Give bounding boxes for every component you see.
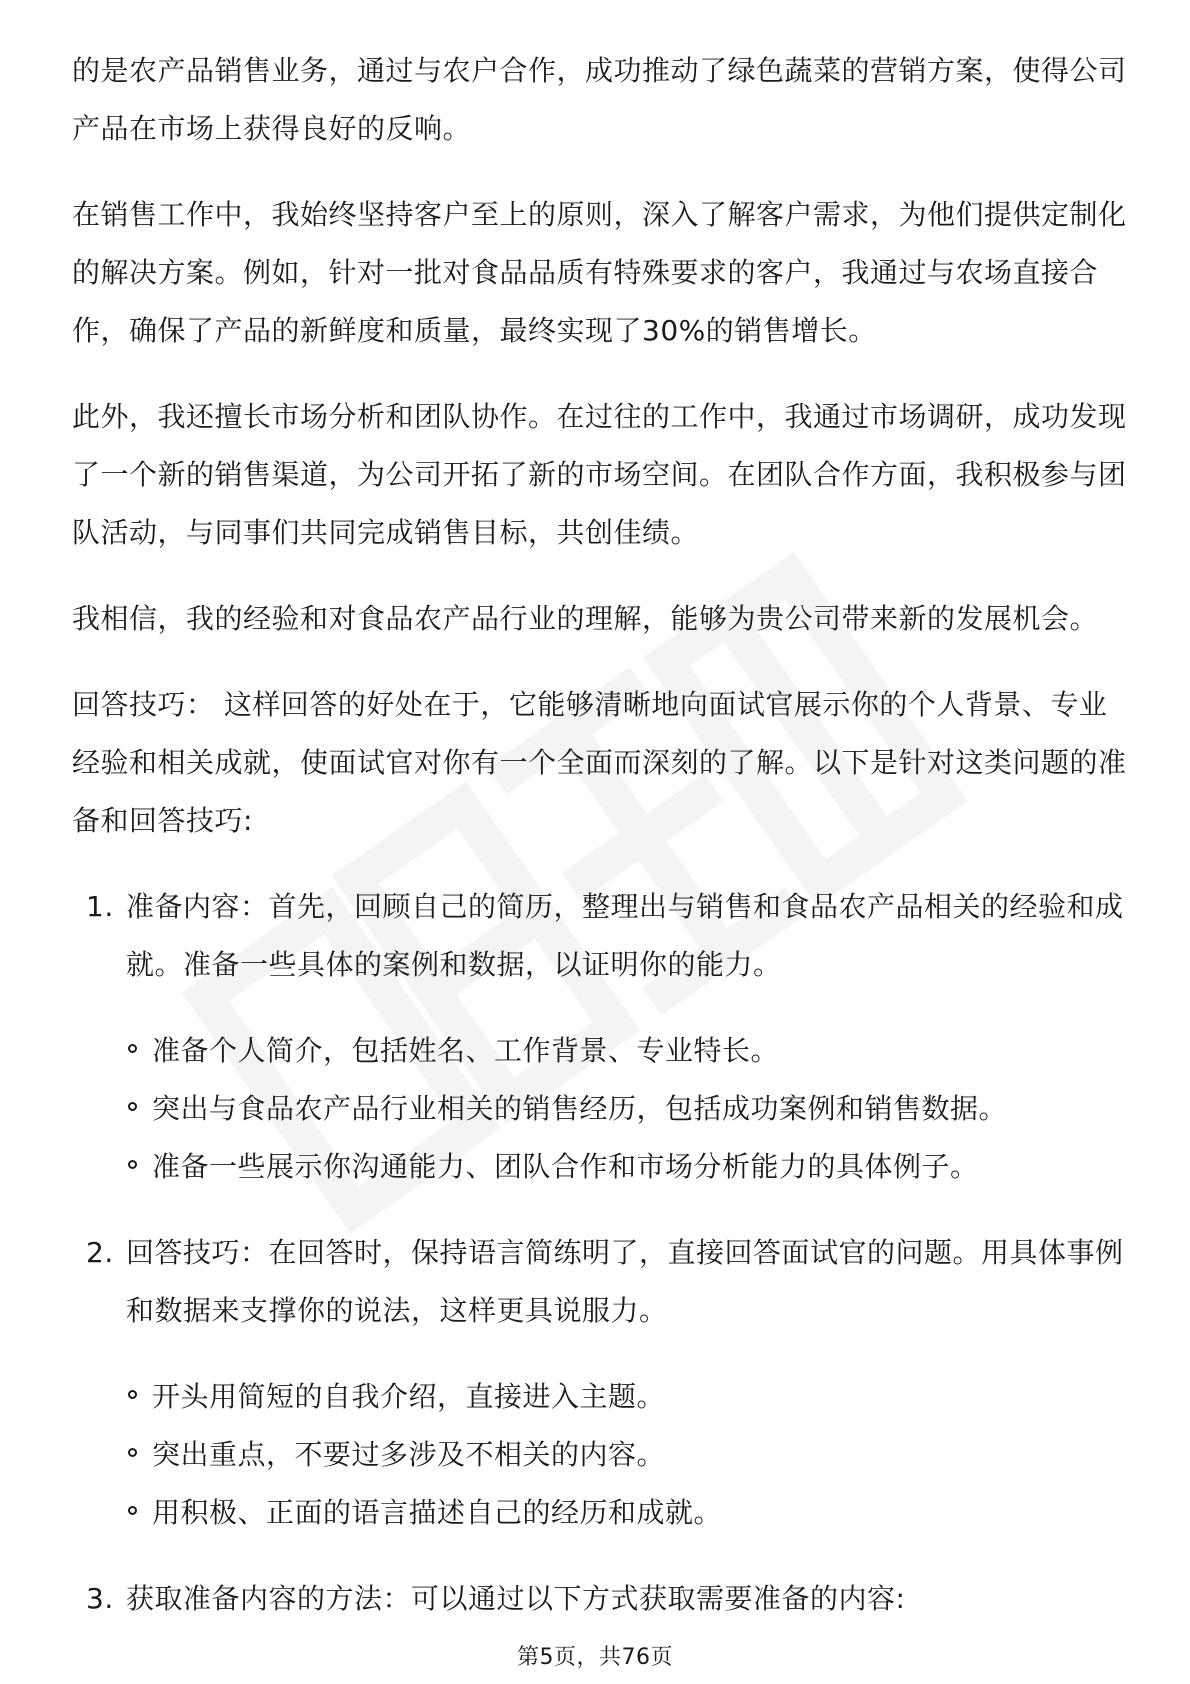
list-item: [72, 878, 1132, 994]
circle-bullet-icon: [128, 1390, 137, 1399]
bullet-text: 准备一些展示你沟通能力、团队合作和市场分析能力的具体例子。: [152, 1150, 979, 1183]
paragraph-tips: 回答技巧： 这样回答的好处在于，它能够清晰地向面试官展示你的个人背景、专业经验和相关成就，使面试官对你有一个全面而深刻的了解。以下是针对这类问题的准备和回答技巧:: [72, 688, 1127, 837]
circle-bullet-icon: [128, 1506, 137, 1515]
circle-bullet-icon: [128, 1160, 137, 1169]
list-item-text: 准备内容：首先，回顾自己的简历，整理出与销售和食品农产品相关的经验和成就。准备一些具体的案例和数据，以证明你的能力。: [126, 890, 1124, 981]
bullet-item: [126, 1080, 1132, 1138]
page-number-footer: 第5页，共76页: [517, 1645, 673, 1670]
document-body: [72, 42, 1132, 1656]
circle-bullet-icon: [128, 1448, 137, 1457]
list-item: [72, 1570, 1132, 1628]
list-number: 2.: [86, 1236, 114, 1269]
bullet-text: 用积极、正面的语言描述自己的经历和成就。: [152, 1496, 723, 1529]
bullet-list: [126, 1022, 1132, 1196]
circle-bullet-icon: [128, 1044, 137, 1053]
list-number: 3.: [86, 1582, 114, 1615]
list-item-text: 获取准备内容的方法：可以通过以下方式获取需要准备的内容:: [126, 1582, 906, 1615]
list-number: 1.: [86, 890, 114, 923]
bullet-text: 突出重点，不要过多涉及不相关的内容。: [152, 1438, 666, 1471]
circle-bullet-icon: [128, 1102, 137, 1111]
paragraph: 在销售工作中，我始终坚持客户至上的原则，深入了解客户需求，为他们提供定制化的解决方案。例如，针对一批对食品品质有特殊要求的客户，我通过与农场直接合作，确保了产品的新鲜度和质量，最终实现了30%的销售增长。: [72, 198, 1127, 347]
list-item: [72, 1224, 1132, 1340]
list-item-text: 回答技巧：在回答时，保持语言简练明了，直接回答面试官的问题。用具体事例和数据来支撑你的说法，这样更具说服力。: [126, 1236, 1124, 1327]
bullet-item: [126, 1484, 1132, 1542]
bullet-list: [126, 1368, 1132, 1542]
bullet-item: [126, 1022, 1132, 1080]
bullet-item: [126, 1426, 1132, 1484]
bullet-item: [126, 1368, 1132, 1426]
paragraph: 此外，我还擅长市场分析和团队协作。在过往的工作中，我通过市场调研，成功发现了一个新的销售渠道，为公司开拓了新的市场空间。在团队合作方面，我积极参与团队活动，与同事们共同完成销售目标，共创佳绩。: [72, 400, 1127, 549]
paragraph: 我相信，我的经验和对食品农产品行业的理解，能够为贵公司带来新的发展机会。: [72, 602, 1099, 635]
bullet-text: 开头用简短的自我介绍，直接进入主题。: [152, 1380, 666, 1413]
bullet-text: 突出与食品农产品行业相关的销售经历，包括成功案例和销售数据。: [152, 1092, 1008, 1125]
bullet-text: 准备个人简介，包括姓名、工作背景、专业特长。: [152, 1034, 780, 1067]
paragraph: 的是农产品销售业务，通过与农户合作，成功推动了绿色蔬菜的营销方案，使得公司产品在市场上获得良好的反响。: [72, 54, 1127, 145]
bullet-item: [126, 1138, 1132, 1196]
